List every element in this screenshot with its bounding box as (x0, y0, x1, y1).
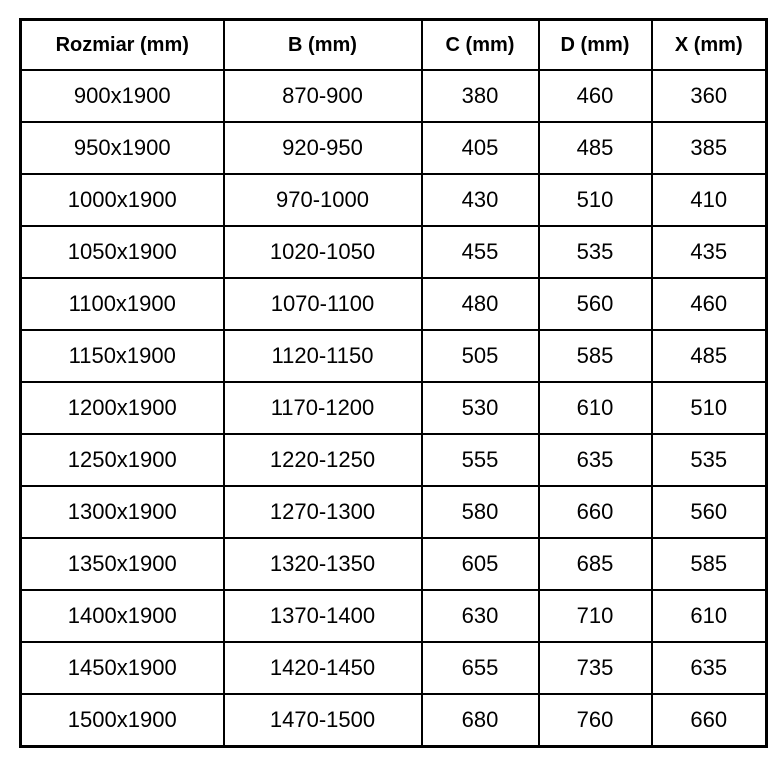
size-table-container (19, 18, 765, 748)
table-cell: 410 (652, 174, 767, 226)
table-cell: 460 (652, 278, 767, 330)
table-cell: 1220-1250 (224, 434, 422, 486)
table-cell: 1170-1200 (224, 382, 422, 434)
table-cell: 1350x1900 (21, 538, 224, 590)
table-row (21, 590, 767, 642)
table-cell: 1100x1900 (21, 278, 224, 330)
table-row (21, 434, 767, 486)
column-header-d: D (mm) (539, 20, 652, 71)
column-header-rozmiar: Rozmiar (mm) (21, 20, 224, 71)
table-cell: 1000x1900 (21, 174, 224, 226)
table-cell: 635 (652, 642, 767, 694)
table-cell: 1070-1100 (224, 278, 422, 330)
table-row (21, 642, 767, 694)
table-cell: 1150x1900 (21, 330, 224, 382)
table-cell: 1050x1900 (21, 226, 224, 278)
table-cell: 560 (539, 278, 652, 330)
table-cell: 950x1900 (21, 122, 224, 174)
table-row (21, 330, 767, 382)
table-cell: 510 (652, 382, 767, 434)
table-cell: 1200x1900 (21, 382, 224, 434)
table-cell: 385 (652, 122, 767, 174)
table-cell: 560 (652, 486, 767, 538)
size-table (19, 18, 768, 748)
table-row (21, 174, 767, 226)
table-cell: 360 (652, 70, 767, 122)
table-cell: 430 (422, 174, 539, 226)
table-cell: 660 (539, 486, 652, 538)
table-row (21, 538, 767, 590)
column-header-b: B (mm) (224, 20, 422, 71)
table-cell: 605 (422, 538, 539, 590)
table-cell: 1420-1450 (224, 642, 422, 694)
table-cell: 480 (422, 278, 539, 330)
table-cell: 405 (422, 122, 539, 174)
table-cell: 970-1000 (224, 174, 422, 226)
table-cell: 900x1900 (21, 70, 224, 122)
table-cell: 610 (652, 590, 767, 642)
table-row (21, 278, 767, 330)
table-row (21, 694, 767, 747)
table-cell: 735 (539, 642, 652, 694)
table-cell: 1300x1900 (21, 486, 224, 538)
table-cell: 535 (652, 434, 767, 486)
table-cell: 555 (422, 434, 539, 486)
table-cell: 1320-1350 (224, 538, 422, 590)
table-cell: 685 (539, 538, 652, 590)
table-cell: 660 (652, 694, 767, 747)
table-cell: 585 (652, 538, 767, 590)
table-row (21, 122, 767, 174)
table-row (21, 226, 767, 278)
table-cell: 655 (422, 642, 539, 694)
table-cell: 505 (422, 330, 539, 382)
table-cell: 1250x1900 (21, 434, 224, 486)
header-row (21, 20, 767, 71)
table-row (21, 486, 767, 538)
table-cell: 1470-1500 (224, 694, 422, 747)
table-row (21, 70, 767, 122)
table-cell: 455 (422, 226, 539, 278)
table-cell: 435 (652, 226, 767, 278)
column-header-x: X (mm) (652, 20, 767, 71)
table-cell: 1400x1900 (21, 590, 224, 642)
table-cell: 1450x1900 (21, 642, 224, 694)
table-cell: 870-900 (224, 70, 422, 122)
table-cell: 580 (422, 486, 539, 538)
table-cell: 485 (539, 122, 652, 174)
table-cell: 1500x1900 (21, 694, 224, 747)
table-cell: 460 (539, 70, 652, 122)
table-cell: 680 (422, 694, 539, 747)
table-cell: 920-950 (224, 122, 422, 174)
table-cell: 610 (539, 382, 652, 434)
table-header (21, 20, 767, 71)
table-cell: 710 (539, 590, 652, 642)
table-cell: 510 (539, 174, 652, 226)
table-cell: 635 (539, 434, 652, 486)
column-header-c: C (mm) (422, 20, 539, 71)
table-cell: 380 (422, 70, 539, 122)
table-cell: 1020-1050 (224, 226, 422, 278)
table-cell: 1270-1300 (224, 486, 422, 538)
table-cell: 485 (652, 330, 767, 382)
table-row (21, 382, 767, 434)
table-cell: 1120-1150 (224, 330, 422, 382)
table-cell: 585 (539, 330, 652, 382)
table-cell: 535 (539, 226, 652, 278)
table-body (21, 70, 767, 747)
table-cell: 760 (539, 694, 652, 747)
table-cell: 1370-1400 (224, 590, 422, 642)
table-cell: 630 (422, 590, 539, 642)
table-cell: 530 (422, 382, 539, 434)
